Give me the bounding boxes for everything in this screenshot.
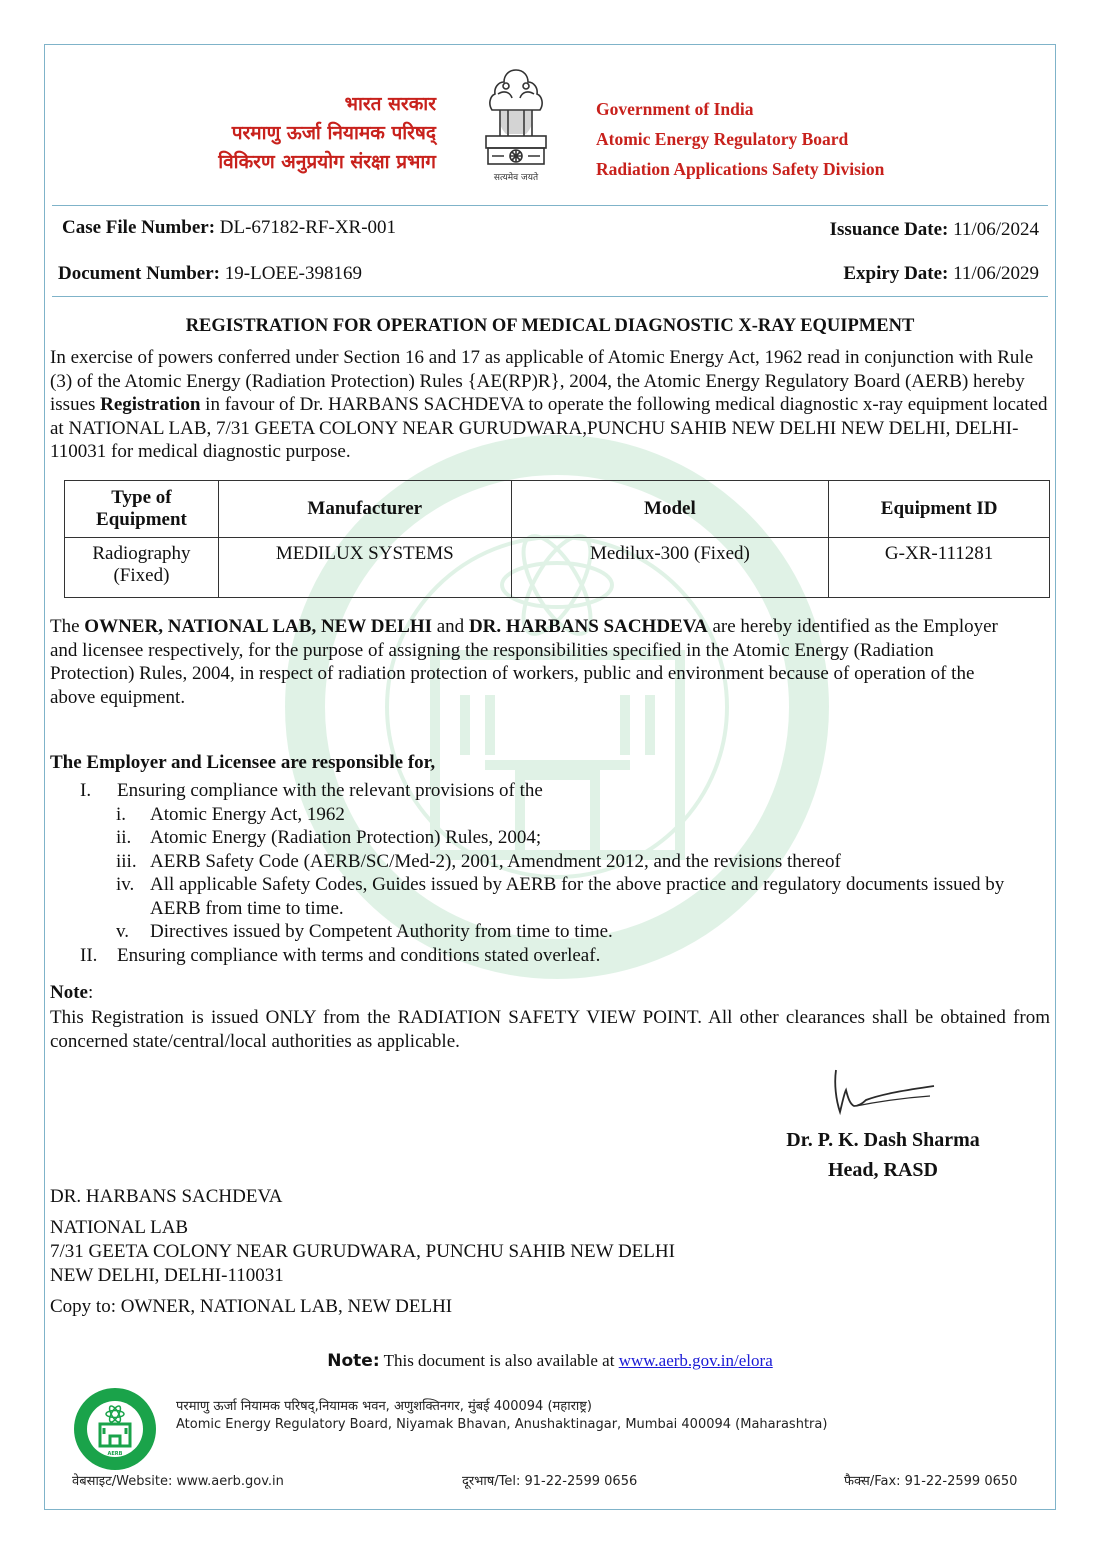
sub-list-item	[50, 826, 1050, 850]
signature-icon	[826, 1064, 938, 1120]
owner-text-3: are hereby identified as the Employer and licensee respectively, for the purpose of assigning the responsibilities specified in the Atomic Energy (Radiation Protection) Rules, 2004, in respect of radiation protection of workers, public and environment because of operation of the above equipment.	[50, 616, 998, 708]
expiry-value: 11/06/2029	[953, 263, 1039, 284]
footer-fax: फैक्स/Fax: 91-22-2599 0650	[844, 1474, 1018, 1489]
aerb-logo-icon	[72, 1386, 158, 1472]
document-title: REGISTRATION FOR OPERATION OF MEDICAL DIAGNOSTIC X-RAY EQUIPMENT	[185, 316, 915, 336]
intro-text-2: in favour of Dr. HARBANS SACHDEVA to operate the following medical diagnostic x-ray equipment located at NATIONAL LAB, 7/31 GEETA COLONY NEAR GURUDWARA,PUNCHU SAHIB NEW DELHI NEW DELHI, DELHI-110031 for medical diagnostic purpose.	[50, 394, 1048, 462]
sub-list-item	[50, 873, 1050, 920]
footer-address-hindi: परमाणु ऊर्जा नियामक परिषद्,नियामक भवन, अणुशक्तिनगर, मुंबई 400094 (महाराष्ट्र)	[176, 1399, 592, 1414]
addressee-address	[50, 1216, 675, 1288]
expiry-date	[843, 263, 1039, 285]
national-emblem-icon	[478, 64, 554, 186]
english-header	[596, 94, 884, 184]
header-model: Model	[511, 481, 829, 538]
english-line-1: Government of India	[596, 99, 754, 119]
list-item-number: I.	[80, 780, 92, 801]
case-file-label: Case File Number:	[62, 217, 216, 238]
list-item	[50, 779, 1050, 803]
address-line-3: NEW DELHI, DELHI-110031	[50, 1265, 284, 1286]
addressee-name: DR. HARBANS SACHDEVA	[50, 1186, 283, 1207]
owner-paragraph	[50, 615, 1010, 709]
case-file-number	[62, 217, 396, 239]
note-label: Note	[50, 982, 88, 1003]
equipment-table	[64, 480, 1050, 598]
owner-bold-1: OWNER, NATIONAL LAB, NEW DELHI	[84, 616, 432, 637]
header-divider	[52, 205, 1048, 206]
sub-item-number: iii.	[116, 850, 137, 872]
header-type: Type of Equipment	[65, 481, 219, 538]
intro-paragraph	[50, 346, 1050, 464]
list-item-number: II.	[80, 944, 98, 966]
sub-item-number: iv.	[116, 874, 135, 895]
english-line-2: Atomic Energy Regulatory Board	[596, 129, 849, 149]
issuance-date	[830, 219, 1039, 241]
footer-note-label: Note:	[327, 1351, 380, 1371]
footer-tel: दूरभाष/Tel: 91-22-2599 0656	[462, 1474, 638, 1489]
signatory-title: Head, RASD	[827, 1159, 938, 1181]
elora-link[interactable]: www.aerb.gov.in/elora	[618, 1351, 773, 1370]
note-colon: :	[87, 982, 94, 1003]
sub-item-text: AERB Safety Code (AERB/SC/Med-2), 2001, Amendment 2012, and the revisions thereof	[150, 850, 841, 872]
responsibilities-heading: The Employer and Licensee are responsible for,	[50, 752, 436, 773]
document-label: Document Number:	[58, 263, 221, 284]
hindi-line-3: विकिरण अनुप्रयोग संरक्षा प्रभाग	[218, 151, 436, 173]
signatory-name: Dr. P. K. Dash Sharma	[786, 1129, 980, 1151]
cell-manufacturer: MEDILUX SYSTEMS	[218, 538, 511, 598]
case-file-value: DL-67182-RF-XR-001	[219, 217, 397, 238]
note-text: This Registration is issued ONLY from the RADIATION SAFETY VIEW POINT. All other clearances shall be obtained from concerned state/central/local authorities as applicable.	[50, 1007, 1050, 1052]
list-item-text: Ensuring compliance with the relevant provisions of the	[117, 780, 543, 801]
footer-note-text: This document is also available at	[379, 1351, 619, 1370]
logo-text: AERB	[107, 1451, 123, 1457]
sub-item-number: i.	[116, 803, 127, 825]
address-line-1: NATIONAL LAB	[50, 1217, 189, 1238]
cell-equipment-id: G-XR-111281	[829, 538, 1050, 598]
footer-address	[176, 1398, 827, 1434]
intro-text-1: In exercise of powers conferred under Section 16 and 17 as applicable of Atomic Energy Act, 1962 read in conjunction with Rule (3) of the Atomic Energy (Radiation Protection) Rules {AE(RP)R}, 2004, the Atomic Energy Regulatory Board (AERB) hereby issues	[50, 347, 1034, 415]
hindi-line-1: भारत सरकार	[344, 93, 436, 115]
cell-model: Medilux-300 (Fixed)	[511, 538, 829, 598]
owner-text-1: The	[50, 616, 85, 637]
sub-item-text: Directives issued by Competent Authority from time to time.	[150, 921, 613, 942]
issuance-value: 11/06/2024	[953, 219, 1039, 240]
list-item-text: Ensuring compliance with terms and conditions stated overleaf.	[117, 944, 601, 966]
sub-item-number: v.	[116, 921, 130, 942]
cell-type: Radiography (Fixed)	[65, 538, 219, 598]
expiry-label: Expiry Date:	[843, 263, 949, 284]
intro-bold: Registration	[100, 394, 201, 415]
address-line-2: 7/31 GEETA COLONY NEAR GURUDWARA, PUNCHU SAHIB NEW DELHI	[50, 1241, 675, 1262]
note-label-line	[50, 981, 1050, 1005]
footer-address-english: Atomic Energy Regulatory Board, Niyamak Bhavan, Anushaktinagar, Mumbai 400094 (Maharashtra)	[176, 1417, 828, 1432]
responsibilities-list	[50, 779, 1050, 967]
copy-to: Copy to: OWNER, NATIONAL LAB, NEW DELHI	[50, 1296, 453, 1317]
sub-list-item	[50, 803, 1050, 827]
issuance-label: Issuance Date:	[829, 219, 949, 240]
sub-list-item	[50, 920, 1050, 944]
document-value: 19-LOEE-398169	[224, 263, 362, 284]
sub-item-text: All applicable Safety Codes, Guides issued by AERB for the above practice and regulatory documents issued by AERB from time to time.	[150, 874, 1005, 919]
hindi-header	[180, 90, 436, 177]
table-row	[65, 538, 1050, 598]
owner-text-2: and	[432, 616, 469, 637]
header-equipment-id: Equipment ID	[829, 481, 1050, 538]
meta-divider	[52, 296, 1048, 297]
list-item	[50, 944, 1050, 968]
document-number	[58, 263, 362, 285]
footer-website: वेबसाइट/Website: www.aerb.gov.in	[72, 1474, 284, 1489]
sub-item-text: Atomic Energy Act, 1962	[150, 803, 345, 825]
signatory-block	[760, 1125, 1006, 1185]
header-manufacturer: Manufacturer	[218, 481, 511, 538]
hindi-line-2: परमाणु ऊर्जा नियामक परिषद्	[231, 122, 436, 144]
table-header-row	[65, 481, 1050, 538]
footer-note	[50, 1351, 1050, 1371]
english-line-3: Radiation Applications Safety Division	[596, 159, 885, 179]
sub-item-number: ii.	[116, 827, 132, 848]
sub-list-item	[50, 850, 1050, 874]
sub-item-text: Atomic Energy (Radiation Protection) Rules, 2004;	[150, 827, 542, 848]
owner-bold-2: DR. HARBANS SACHDEVA	[468, 616, 708, 637]
emblem-motto: सत्यमेव जयते	[493, 173, 539, 183]
